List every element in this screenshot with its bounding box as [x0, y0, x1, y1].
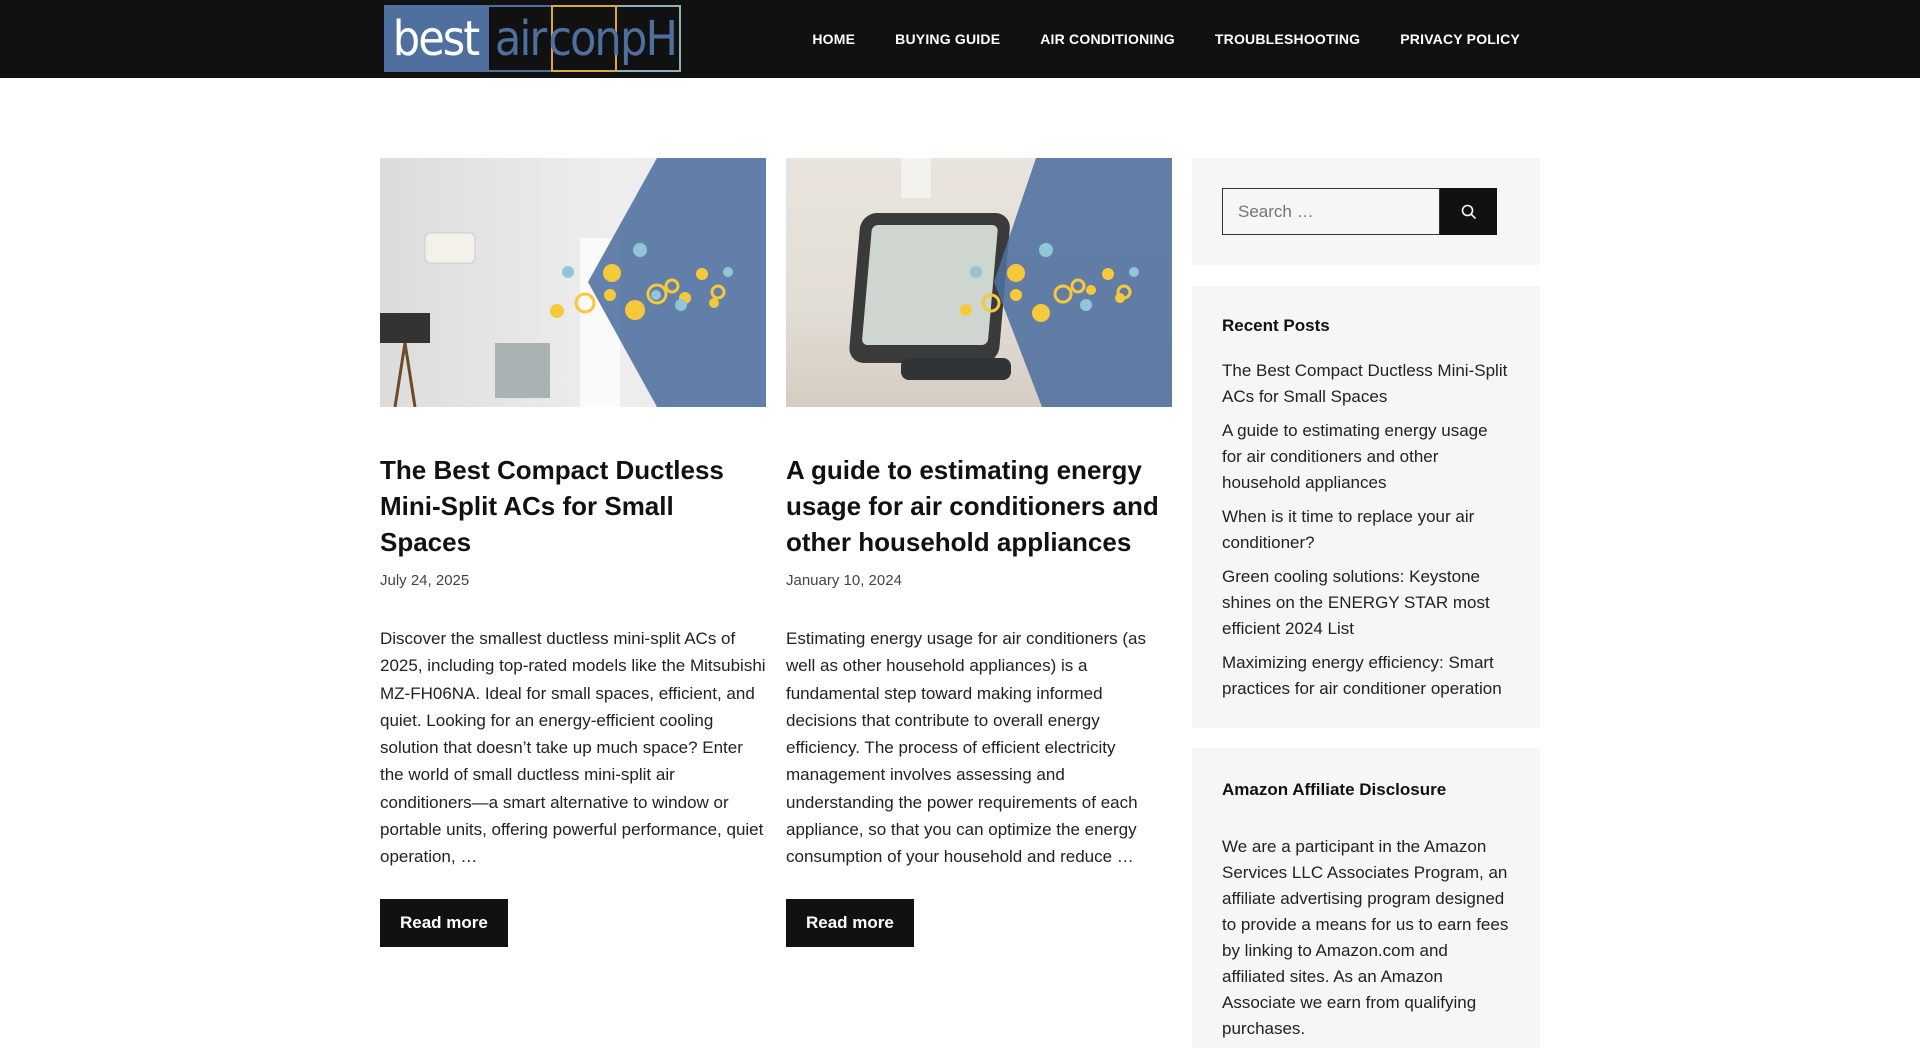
read-more-button[interactable]: Read more	[786, 899, 914, 947]
post-thumbnail[interactable]	[786, 158, 1172, 407]
search-input[interactable]	[1222, 188, 1440, 235]
nav-buying-guide[interactable]: BUYING GUIDE	[895, 31, 1001, 47]
post-card	[380, 158, 766, 947]
main-nav	[812, 0, 1520, 78]
disclosure-text: We are a participant in the Amazon Services LLC Associates Program, an affiliate advertising program designed to provide a means for us to earn fees by linking to Amazon.com and affiliated sites. As an Amazon Associate we earn from qualifying purchases.	[1222, 837, 1509, 1038]
logo-text: pH	[617, 5, 681, 72]
widget-title: Amazon Affiliate Disclosure	[1222, 780, 1447, 799]
widget-title: Recent Posts	[1222, 316, 1330, 335]
affiliate-disclosure-widget	[1192, 748, 1540, 1048]
recent-post-link[interactable]: Maximizing energy efficiency: Smart practices for air conditioner operation	[1222, 653, 1502, 698]
logo-text: best	[384, 5, 487, 72]
search-icon	[1461, 204, 1477, 220]
post-date[interactable]: January 10, 2024	[786, 572, 902, 589]
recent-post-link[interactable]: When is it time to replace your air conditioner?	[1222, 507, 1475, 552]
search-form	[1222, 188, 1510, 235]
post-card	[786, 158, 1172, 947]
post-date[interactable]: July 24, 2025	[380, 572, 470, 589]
nav-troubleshooting[interactable]: TROUBLESHOOTING	[1214, 31, 1361, 47]
logo-text: con	[551, 5, 617, 72]
site-header	[0, 0, 1920, 78]
logo-text: air	[487, 5, 551, 72]
recent-post-link[interactable]: Green cooling solutions: Keystone shines on the ENERGY STAR most efficient 2024 List	[1222, 567, 1490, 638]
recent-post-link[interactable]: The Best Compact Ductless Mini-Split ACs for Small Spaces	[1222, 361, 1508, 406]
search-button[interactable]	[1440, 188, 1497, 235]
post-excerpt: Discover the smallest ductless mini-split ACs of 2025, including top-rated models like the Mitsubishi MZ-FH06NA. Ideal for small spaces, efficient, and quiet. Looking for an energy-efficient cooling solution that doesn’t take up much space? Enter the world of small ductless mini-split air conditioners—a smart alternative to window or portable units, offering powerful performance, quiet operation, …	[380, 629, 766, 867]
post-title[interactable]: The Best Compact Ductless Mini-Split ACs for Small Spaces	[380, 455, 724, 557]
nav-air-conditioning[interactable]: AIR CONDITIONING	[1040, 31, 1175, 47]
post-title[interactable]: A guide to estimating energy usage for air conditioners and other household appliances	[786, 455, 1159, 557]
post-excerpt: Estimating energy usage for air conditioners (as well as other household appliances) is a fundamental step toward making informed decisions that contribute to overall energy efficiency. The process of efficient electricity management involves assessing and understanding the power requirements of each appliance, so that you can optimize the energy consumption of your household and reduce …	[786, 629, 1147, 867]
recent-post-link[interactable]: A guide to estimating energy usage for air conditioners and other household appliances	[1222, 421, 1488, 492]
nav-privacy-policy[interactable]: PRIVACY POLICY	[1400, 31, 1520, 47]
search-widget	[1192, 158, 1540, 265]
read-more-button[interactable]: Read more	[380, 899, 508, 947]
nav-home[interactable]: HOME	[812, 31, 856, 47]
post-thumbnail[interactable]	[380, 158, 766, 407]
recent-posts-widget	[1192, 286, 1540, 728]
site-logo[interactable]	[384, 5, 681, 72]
